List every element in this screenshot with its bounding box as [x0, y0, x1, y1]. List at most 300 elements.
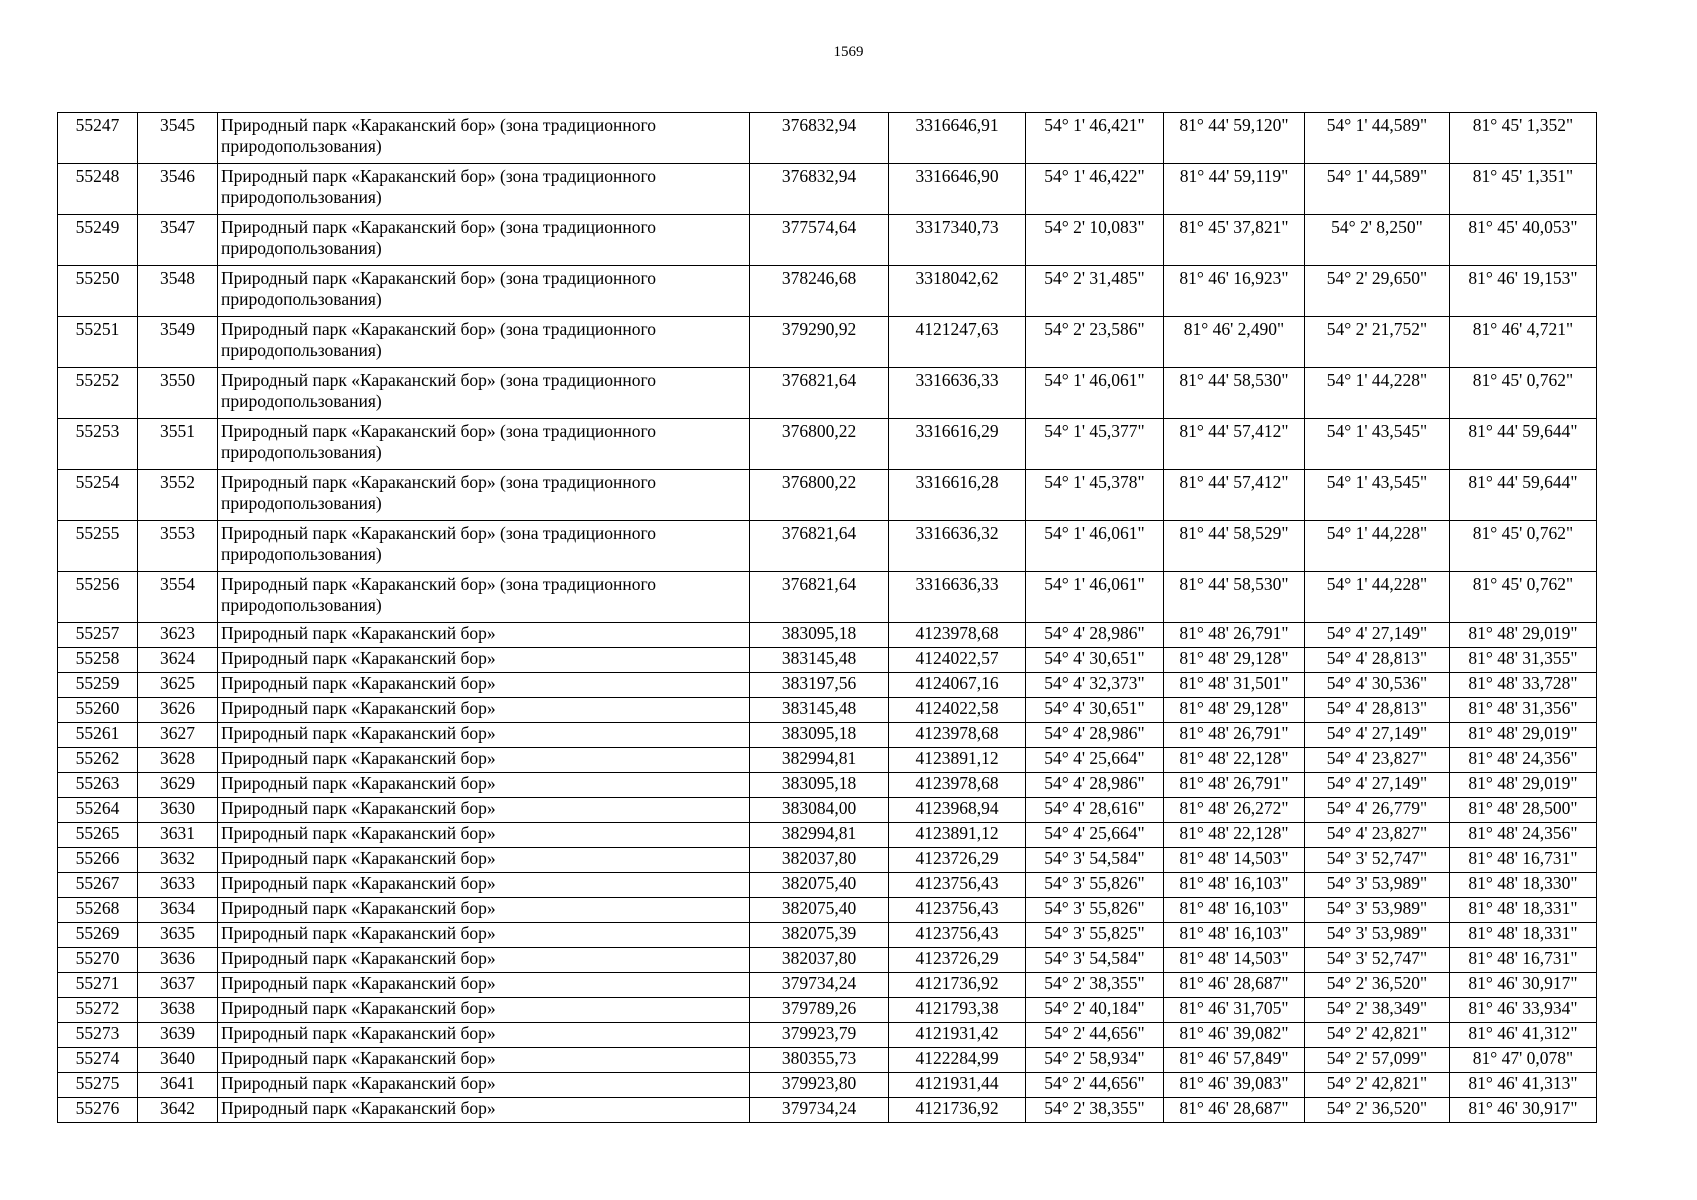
table-row	[58, 898, 1597, 923]
x-coordinate-cell: 382037,80	[750, 948, 889, 973]
y-coordinate-cell: 4123978,68	[889, 723, 1026, 748]
x-coordinate-cell: 376821,64	[750, 572, 889, 623]
longitude-cell: 81° 46' 16,923"	[1164, 266, 1305, 317]
object-name-cell: Природный парк «Караканский бор» (зона традиционного природопользования)	[218, 164, 750, 215]
table-row	[58, 623, 1597, 648]
longitude-cell: 81° 48' 22,128"	[1164, 748, 1305, 773]
longitude-2-cell: 81° 48' 29,019"	[1450, 623, 1597, 648]
row-number-cell: 55258	[58, 648, 138, 673]
longitude-cell: 81° 48' 16,103"	[1164, 923, 1305, 948]
x-coordinate-cell: 379923,80	[750, 1073, 889, 1098]
row-number-cell: 55267	[58, 873, 138, 898]
object-name-cell: Природный парк «Караканский бор» (зона традиционного природопользования)	[218, 470, 750, 521]
object-name-cell: Природный парк «Караканский бор»	[218, 723, 750, 748]
x-coordinate-cell: 379734,24	[750, 1098, 889, 1123]
y-coordinate-cell: 3316636,33	[889, 368, 1026, 419]
table-row	[58, 1023, 1597, 1048]
latitude-2-cell: 54° 3' 52,747"	[1305, 948, 1450, 973]
row-number-cell: 55254	[58, 470, 138, 521]
longitude-2-cell: 81° 46' 33,934"	[1450, 998, 1597, 1023]
longitude-2-cell: 81° 45' 0,762"	[1450, 521, 1597, 572]
page-number: 1569	[833, 44, 864, 60]
latitude-2-cell: 54° 1' 44,228"	[1305, 521, 1450, 572]
x-coordinate-cell: 382994,81	[750, 748, 889, 773]
row-number-cell: 55247	[58, 113, 138, 164]
longitude-cell: 81° 48' 31,501"	[1164, 673, 1305, 698]
latitude-cell: 54° 4' 28,986"	[1026, 623, 1164, 648]
x-coordinate-cell: 382075,40	[750, 873, 889, 898]
longitude-cell: 81° 44' 58,530"	[1164, 368, 1305, 419]
object-name-cell: Природный парк «Караканский бор»	[218, 873, 750, 898]
object-name-cell: Природный парк «Караканский бор» (зона традиционного природопользования)	[218, 215, 750, 266]
object-name-cell: Природный парк «Караканский бор»	[218, 948, 750, 973]
object-name-cell: Природный парк «Караканский бор»	[218, 1023, 750, 1048]
latitude-cell: 54° 2' 38,355"	[1026, 1098, 1164, 1123]
point-number-cell: 3626	[138, 698, 218, 723]
latitude-cell: 54° 3' 55,826"	[1026, 898, 1164, 923]
longitude-2-cell: 81° 48' 33,728"	[1450, 673, 1597, 698]
longitude-2-cell: 81° 48' 28,500"	[1450, 798, 1597, 823]
longitude-cell: 81° 46' 57,849"	[1164, 1048, 1305, 1073]
point-number-cell: 3631	[138, 823, 218, 848]
object-name-cell: Природный парк «Караканский бор» (зона традиционного природопользования)	[218, 266, 750, 317]
x-coordinate-cell: 377574,64	[750, 215, 889, 266]
point-number-cell: 3642	[138, 1098, 218, 1123]
y-coordinate-cell: 4121247,63	[889, 317, 1026, 368]
y-coordinate-cell: 3316646,91	[889, 113, 1026, 164]
latitude-cell: 54° 1' 46,061"	[1026, 572, 1164, 623]
row-number-cell: 55264	[58, 798, 138, 823]
latitude-cell: 54° 4' 25,664"	[1026, 748, 1164, 773]
row-number-cell: 55276	[58, 1098, 138, 1123]
y-coordinate-cell: 3316636,33	[889, 572, 1026, 623]
longitude-cell: 81° 48' 22,128"	[1164, 823, 1305, 848]
table-row	[58, 673, 1597, 698]
table-row	[58, 948, 1597, 973]
y-coordinate-cell: 3316616,28	[889, 470, 1026, 521]
x-coordinate-cell: 376821,64	[750, 521, 889, 572]
latitude-cell: 54° 4' 28,986"	[1026, 723, 1164, 748]
latitude-2-cell: 54° 1' 43,545"	[1305, 470, 1450, 521]
longitude-cell: 81° 44' 59,120"	[1164, 113, 1305, 164]
coordinates-table	[57, 112, 1597, 1123]
row-number-cell: 55251	[58, 317, 138, 368]
latitude-2-cell: 54° 1' 44,589"	[1305, 113, 1450, 164]
row-number-cell: 55270	[58, 948, 138, 973]
x-coordinate-cell: 383095,18	[750, 773, 889, 798]
latitude-2-cell: 54° 4' 27,149"	[1305, 723, 1450, 748]
object-name-cell: Природный парк «Караканский бор» (зона традиционного природопользования)	[218, 521, 750, 572]
point-number-cell: 3637	[138, 973, 218, 998]
y-coordinate-cell: 3316636,32	[889, 521, 1026, 572]
table-row	[58, 1098, 1597, 1123]
table-row	[58, 823, 1597, 848]
point-number-cell: 3549	[138, 317, 218, 368]
longitude-2-cell: 81° 45' 1,351"	[1450, 164, 1597, 215]
latitude-2-cell: 54° 4' 27,149"	[1305, 623, 1450, 648]
longitude-2-cell: 81° 46' 4,721"	[1450, 317, 1597, 368]
table-body	[58, 113, 1597, 1123]
object-name-cell: Природный парк «Караканский бор»	[218, 773, 750, 798]
table-row	[58, 368, 1597, 419]
latitude-cell: 54° 2' 38,355"	[1026, 973, 1164, 998]
longitude-2-cell: 81° 46' 41,313"	[1450, 1073, 1597, 1098]
y-coordinate-cell: 4123726,29	[889, 948, 1026, 973]
object-name-cell: Природный парк «Караканский бор»	[218, 623, 750, 648]
latitude-2-cell: 54° 4' 23,827"	[1305, 748, 1450, 773]
latitude-cell: 54° 2' 44,656"	[1026, 1073, 1164, 1098]
point-number-cell: 3632	[138, 848, 218, 873]
x-coordinate-cell: 383145,48	[750, 648, 889, 673]
row-number-cell: 55272	[58, 998, 138, 1023]
latitude-2-cell: 54° 1' 44,589"	[1305, 164, 1450, 215]
longitude-cell: 81° 44' 58,530"	[1164, 572, 1305, 623]
longitude-cell: 81° 45' 37,821"	[1164, 215, 1305, 266]
y-coordinate-cell: 3316616,29	[889, 419, 1026, 470]
point-number-cell: 3636	[138, 948, 218, 973]
x-coordinate-cell: 383095,18	[750, 623, 889, 648]
object-name-cell: Природный парк «Караканский бор»	[218, 798, 750, 823]
x-coordinate-cell: 383084,00	[750, 798, 889, 823]
longitude-2-cell: 81° 45' 0,762"	[1450, 572, 1597, 623]
latitude-2-cell: 54° 4' 30,536"	[1305, 673, 1450, 698]
row-number-cell: 55260	[58, 698, 138, 723]
x-coordinate-cell: 376832,94	[750, 164, 889, 215]
row-number-cell: 55271	[58, 973, 138, 998]
object-name-cell: Природный парк «Караканский бор»	[218, 1073, 750, 1098]
object-name-cell: Природный парк «Караканский бор» (зона традиционного природопользования)	[218, 419, 750, 470]
latitude-cell: 54° 2' 40,184"	[1026, 998, 1164, 1023]
longitude-2-cell: 81° 48' 29,019"	[1450, 773, 1597, 798]
object-name-cell: Природный парк «Караканский бор»	[218, 998, 750, 1023]
longitude-cell: 81° 48' 16,103"	[1164, 898, 1305, 923]
y-coordinate-cell: 4123756,43	[889, 873, 1026, 898]
table-row	[58, 773, 1597, 798]
latitude-cell: 54° 2' 44,656"	[1026, 1023, 1164, 1048]
longitude-cell: 81° 46' 39,082"	[1164, 1023, 1305, 1048]
y-coordinate-cell: 4123726,29	[889, 848, 1026, 873]
row-number-cell: 55259	[58, 673, 138, 698]
longitude-cell: 81° 48' 26,791"	[1164, 773, 1305, 798]
longitude-2-cell: 81° 45' 40,053"	[1450, 215, 1597, 266]
longitude-cell: 81° 44' 58,529"	[1164, 521, 1305, 572]
object-name-cell: Природный парк «Караканский бор»	[218, 898, 750, 923]
longitude-cell: 81° 46' 28,687"	[1164, 1098, 1305, 1123]
longitude-2-cell: 81° 47' 0,078"	[1450, 1048, 1597, 1073]
latitude-2-cell: 54° 1' 43,545"	[1305, 419, 1450, 470]
y-coordinate-cell: 4121931,42	[889, 1023, 1026, 1048]
longitude-2-cell: 81° 48' 24,356"	[1450, 823, 1597, 848]
longitude-2-cell: 81° 48' 16,731"	[1450, 848, 1597, 873]
point-number-cell: 3630	[138, 798, 218, 823]
table-row	[58, 572, 1597, 623]
latitude-2-cell: 54° 2' 38,349"	[1305, 998, 1450, 1023]
row-number-cell: 55249	[58, 215, 138, 266]
latitude-cell: 54° 1' 46,061"	[1026, 521, 1164, 572]
row-number-cell: 55248	[58, 164, 138, 215]
point-number-cell: 3548	[138, 266, 218, 317]
longitude-cell: 81° 48' 14,503"	[1164, 848, 1305, 873]
point-number-cell: 3554	[138, 572, 218, 623]
longitude-2-cell: 81° 46' 30,917"	[1450, 973, 1597, 998]
y-coordinate-cell: 3318042,62	[889, 266, 1026, 317]
longitude-2-cell: 81° 48' 18,330"	[1450, 873, 1597, 898]
table-row	[58, 317, 1597, 368]
table-row	[58, 1048, 1597, 1073]
object-name-cell: Природный парк «Караканский бор»	[218, 973, 750, 998]
table-row	[58, 266, 1597, 317]
point-number-cell: 3633	[138, 873, 218, 898]
x-coordinate-cell: 379923,79	[750, 1023, 889, 1048]
table-row	[58, 748, 1597, 773]
latitude-cell: 54° 4' 30,651"	[1026, 648, 1164, 673]
latitude-2-cell: 54° 4' 28,813"	[1305, 698, 1450, 723]
row-number-cell: 55252	[58, 368, 138, 419]
latitude-cell: 54° 2' 10,083"	[1026, 215, 1164, 266]
point-number-cell: 3629	[138, 773, 218, 798]
latitude-cell: 54° 3' 54,584"	[1026, 948, 1164, 973]
y-coordinate-cell: 4121931,44	[889, 1073, 1026, 1098]
point-number-cell: 3625	[138, 673, 218, 698]
point-number-cell: 3623	[138, 623, 218, 648]
longitude-2-cell: 81° 48' 29,019"	[1450, 723, 1597, 748]
latitude-cell: 54° 4' 30,651"	[1026, 698, 1164, 723]
y-coordinate-cell: 4123978,68	[889, 623, 1026, 648]
latitude-2-cell: 54° 2' 29,650"	[1305, 266, 1450, 317]
object-name-cell: Природный парк «Караканский бор» (зона традиционного природопользования)	[218, 317, 750, 368]
latitude-cell: 54° 1' 46,061"	[1026, 368, 1164, 419]
longitude-2-cell: 81° 45' 0,762"	[1450, 368, 1597, 419]
point-number-cell: 3545	[138, 113, 218, 164]
longitude-cell: 81° 48' 26,791"	[1164, 623, 1305, 648]
x-coordinate-cell: 382075,40	[750, 898, 889, 923]
latitude-2-cell: 54° 2' 36,520"	[1305, 1098, 1450, 1123]
longitude-cell: 81° 48' 26,272"	[1164, 798, 1305, 823]
object-name-cell: Природный парк «Караканский бор»	[218, 823, 750, 848]
longitude-cell: 81° 44' 59,119"	[1164, 164, 1305, 215]
x-coordinate-cell: 383145,48	[750, 698, 889, 723]
longitude-cell: 81° 44' 57,412"	[1164, 470, 1305, 521]
object-name-cell: Природный парк «Караканский бор»	[218, 698, 750, 723]
latitude-2-cell: 54° 3' 53,989"	[1305, 898, 1450, 923]
x-coordinate-cell: 379734,24	[750, 973, 889, 998]
longitude-cell: 81° 48' 14,503"	[1164, 948, 1305, 973]
row-number-cell: 55269	[58, 923, 138, 948]
table-row	[58, 164, 1597, 215]
table-row	[58, 521, 1597, 572]
row-number-cell: 55275	[58, 1073, 138, 1098]
point-number-cell: 3552	[138, 470, 218, 521]
latitude-cell: 54° 2' 31,485"	[1026, 266, 1164, 317]
latitude-2-cell: 54° 3' 52,747"	[1305, 848, 1450, 873]
latitude-2-cell: 54° 2' 8,250"	[1305, 215, 1450, 266]
point-number-cell: 3638	[138, 998, 218, 1023]
y-coordinate-cell: 4121736,92	[889, 973, 1026, 998]
x-coordinate-cell: 380355,73	[750, 1048, 889, 1073]
x-coordinate-cell: 382994,81	[750, 823, 889, 848]
x-coordinate-cell: 379290,92	[750, 317, 889, 368]
latitude-cell: 54° 3' 54,584"	[1026, 848, 1164, 873]
row-number-cell: 55263	[58, 773, 138, 798]
longitude-cell: 81° 46' 28,687"	[1164, 973, 1305, 998]
point-number-cell: 3639	[138, 1023, 218, 1048]
object-name-cell: Природный парк «Караканский бор» (зона традиционного природопользования)	[218, 113, 750, 164]
latitude-2-cell: 54° 4' 26,779"	[1305, 798, 1450, 823]
longitude-cell: 81° 48' 16,103"	[1164, 873, 1305, 898]
latitude-cell: 54° 1' 46,422"	[1026, 164, 1164, 215]
object-name-cell: Природный парк «Караканский бор»	[218, 1048, 750, 1073]
row-number-cell: 55255	[58, 521, 138, 572]
object-name-cell: Природный парк «Караканский бор»	[218, 1098, 750, 1123]
object-name-cell: Природный парк «Караканский бор»	[218, 923, 750, 948]
latitude-cell: 54° 4' 28,616"	[1026, 798, 1164, 823]
point-number-cell: 3546	[138, 164, 218, 215]
latitude-cell: 54° 3' 55,825"	[1026, 923, 1164, 948]
x-coordinate-cell: 379789,26	[750, 998, 889, 1023]
row-number-cell: 55257	[58, 623, 138, 648]
latitude-2-cell: 54° 3' 53,989"	[1305, 923, 1450, 948]
latitude-cell: 54° 3' 55,826"	[1026, 873, 1164, 898]
longitude-2-cell: 81° 48' 18,331"	[1450, 898, 1597, 923]
y-coordinate-cell: 4123891,12	[889, 823, 1026, 848]
object-name-cell: Природный парк «Караканский бор» (зона традиционного природопользования)	[218, 368, 750, 419]
point-number-cell: 3628	[138, 748, 218, 773]
table-row	[58, 113, 1597, 164]
latitude-2-cell: 54° 2' 42,821"	[1305, 1023, 1450, 1048]
latitude-cell: 54° 4' 25,664"	[1026, 823, 1164, 848]
longitude-cell: 81° 48' 29,128"	[1164, 648, 1305, 673]
x-coordinate-cell: 383095,18	[750, 723, 889, 748]
y-coordinate-cell: 4123756,43	[889, 898, 1026, 923]
table-row	[58, 723, 1597, 748]
y-coordinate-cell: 4121793,38	[889, 998, 1026, 1023]
longitude-2-cell: 81° 48' 18,331"	[1450, 923, 1597, 948]
latitude-2-cell: 54° 3' 53,989"	[1305, 873, 1450, 898]
longitude-2-cell: 81° 44' 59,644"	[1450, 470, 1597, 521]
y-coordinate-cell: 4122284,99	[889, 1048, 1026, 1073]
x-coordinate-cell: 383197,56	[750, 673, 889, 698]
table-row	[58, 1073, 1597, 1098]
latitude-2-cell: 54° 1' 44,228"	[1305, 368, 1450, 419]
x-coordinate-cell: 376832,94	[750, 113, 889, 164]
latitude-cell: 54° 2' 58,934"	[1026, 1048, 1164, 1073]
table-row	[58, 470, 1597, 521]
y-coordinate-cell: 4124022,58	[889, 698, 1026, 723]
latitude-cell: 54° 1' 45,377"	[1026, 419, 1164, 470]
latitude-2-cell: 54° 1' 44,228"	[1305, 572, 1450, 623]
longitude-2-cell: 81° 46' 41,312"	[1450, 1023, 1597, 1048]
table-row	[58, 698, 1597, 723]
table-row	[58, 848, 1597, 873]
row-number-cell: 55256	[58, 572, 138, 623]
y-coordinate-cell: 4124022,57	[889, 648, 1026, 673]
longitude-2-cell: 81° 48' 24,356"	[1450, 748, 1597, 773]
y-coordinate-cell: 3316646,90	[889, 164, 1026, 215]
latitude-2-cell: 54° 4' 27,149"	[1305, 773, 1450, 798]
longitude-2-cell: 81° 48' 31,355"	[1450, 648, 1597, 673]
x-coordinate-cell: 376800,22	[750, 419, 889, 470]
point-number-cell: 3551	[138, 419, 218, 470]
y-coordinate-cell: 4123756,43	[889, 923, 1026, 948]
y-coordinate-cell: 4123891,12	[889, 748, 1026, 773]
longitude-cell: 81° 46' 31,705"	[1164, 998, 1305, 1023]
point-number-cell: 3635	[138, 923, 218, 948]
table-row	[58, 648, 1597, 673]
point-number-cell: 3547	[138, 215, 218, 266]
object-name-cell: Природный парк «Караканский бор»	[218, 673, 750, 698]
latitude-2-cell: 54° 2' 57,099"	[1305, 1048, 1450, 1073]
longitude-2-cell: 81° 48' 16,731"	[1450, 948, 1597, 973]
latitude-cell: 54° 4' 28,986"	[1026, 773, 1164, 798]
x-coordinate-cell: 376821,64	[750, 368, 889, 419]
latitude-2-cell: 54° 2' 42,821"	[1305, 1073, 1450, 1098]
object-name-cell: Природный парк «Караканский бор»	[218, 648, 750, 673]
latitude-cell: 54° 1' 45,378"	[1026, 470, 1164, 521]
table-row	[58, 998, 1597, 1023]
point-number-cell: 3641	[138, 1073, 218, 1098]
latitude-2-cell: 54° 4' 23,827"	[1305, 823, 1450, 848]
point-number-cell: 3553	[138, 521, 218, 572]
latitude-cell: 54° 2' 23,586"	[1026, 317, 1164, 368]
longitude-cell: 81° 46' 2,490"	[1164, 317, 1305, 368]
longitude-cell: 81° 48' 26,791"	[1164, 723, 1305, 748]
latitude-2-cell: 54° 2' 21,752"	[1305, 317, 1450, 368]
table-row	[58, 923, 1597, 948]
row-number-cell: 55273	[58, 1023, 138, 1048]
object-name-cell: Природный парк «Караканский бор»	[218, 848, 750, 873]
y-coordinate-cell: 3317340,73	[889, 215, 1026, 266]
y-coordinate-cell: 4123978,68	[889, 773, 1026, 798]
longitude-cell: 81° 44' 57,412"	[1164, 419, 1305, 470]
x-coordinate-cell: 376800,22	[750, 470, 889, 521]
point-number-cell: 3627	[138, 723, 218, 748]
x-coordinate-cell: 382075,39	[750, 923, 889, 948]
longitude-cell: 81° 48' 29,128"	[1164, 698, 1305, 723]
longitude-2-cell: 81° 44' 59,644"	[1450, 419, 1597, 470]
longitude-2-cell: 81° 46' 30,917"	[1450, 1098, 1597, 1123]
row-number-cell: 55265	[58, 823, 138, 848]
longitude-2-cell: 81° 45' 1,352"	[1450, 113, 1597, 164]
point-number-cell: 3624	[138, 648, 218, 673]
longitude-2-cell: 81° 48' 31,356"	[1450, 698, 1597, 723]
table-row	[58, 973, 1597, 998]
x-coordinate-cell: 382037,80	[750, 848, 889, 873]
row-number-cell: 55274	[58, 1048, 138, 1073]
point-number-cell: 3634	[138, 898, 218, 923]
object-name-cell: Природный парк «Караканский бор»	[218, 748, 750, 773]
table-row	[58, 419, 1597, 470]
point-number-cell: 3550	[138, 368, 218, 419]
table-row	[58, 798, 1597, 823]
latitude-cell: 54° 1' 46,421"	[1026, 113, 1164, 164]
row-number-cell: 55253	[58, 419, 138, 470]
row-number-cell: 55261	[58, 723, 138, 748]
row-number-cell: 55266	[58, 848, 138, 873]
latitude-2-cell: 54° 2' 36,520"	[1305, 973, 1450, 998]
y-coordinate-cell: 4121736,92	[889, 1098, 1026, 1123]
row-number-cell: 55250	[58, 266, 138, 317]
object-name-cell: Природный парк «Караканский бор» (зона традиционного природопользования)	[218, 572, 750, 623]
y-coordinate-cell: 4123968,94	[889, 798, 1026, 823]
row-number-cell: 55268	[58, 898, 138, 923]
point-number-cell: 3640	[138, 1048, 218, 1073]
table-row	[58, 215, 1597, 266]
y-coordinate-cell: 4124067,16	[889, 673, 1026, 698]
longitude-2-cell: 81° 46' 19,153"	[1450, 266, 1597, 317]
table-row	[58, 873, 1597, 898]
longitude-cell: 81° 46' 39,083"	[1164, 1073, 1305, 1098]
latitude-2-cell: 54° 4' 28,813"	[1305, 648, 1450, 673]
